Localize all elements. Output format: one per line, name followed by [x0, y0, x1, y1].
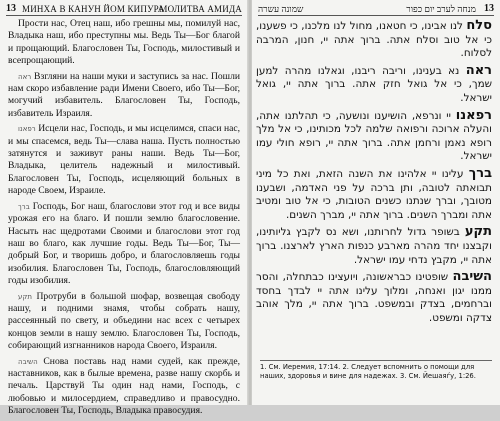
paragraph-text: Прости нас, Отец наш, ибо грешны мы, помилуй нас, Владыка наш, ибо преступны мы. Ведь Ты—Бог благой и прощающий. Благословен Ты, Господь, милостивый и всепрощающий.	[8, 18, 240, 67]
hebrew-opening-word: ראה	[465, 62, 492, 78]
paragraph-text: נא בענינו, וריבה ריבנו, וגאלנו מהרה למען שמך, כי אל גואל חזק אתה. ברוך אתה יי, גואל ישראל.	[256, 64, 492, 104]
right-running-title: מנחה לערב יום כפור	[406, 4, 476, 14]
hebrew-opening-word: רפאנו	[455, 107, 492, 123]
footnote-text: 1. См. Иеремия, 17:14. 2. Следует вспомнить о помощи для наших, здоровья и вине для надежах. 3. См. Йешаяѓу, 1:26.	[260, 363, 476, 380]
right-page	[252, 0, 500, 405]
hebrew-opening-word: השיבה	[452, 269, 492, 285]
hebrew-opening-word: סלח	[466, 18, 492, 33]
hebrew-text	[256, 19, 492, 328]
left-page-number: 13	[6, 3, 16, 14]
russian-paragraph	[8, 291, 240, 353]
paragraph-text: בשופר גדול לחרותנו, ושא נס לקבץ גליותינו, וקבצנו יחד מהרה מארבע כנפות הארץ לארצנו. ברוך אתה יי, מקבץ נדחי עמו ישראל.	[256, 226, 492, 266]
left-running-title: МИНХА В КАНУН ЙОМ КИПУРА	[22, 4, 165, 14]
right-page-number: 13	[484, 3, 494, 14]
paragraph-text: Господь, Бог наш, благослови этот год и все виды урожая его на благо. И пошли землю благословение. Насыть нас щедротами Своими и благослови этот год наш во благо, как лучшие годы. Ведь Ты—Бог, Ты—добрый Бог, и творишь добро, и благословляешь годы изобилия. Благословен Ты, Господь, благословляющий годы изобилия.	[8, 200, 240, 287]
left-page	[0, 0, 248, 417]
right-page-header	[258, 3, 494, 16]
left-page-header	[6, 3, 242, 16]
russian-paragraph	[8, 123, 240, 197]
paragraph-text: לנו אבינו, כי חטאנו, מחול לנו מלכנו, כי פשענו, כי אל טוב וסלח אתה. ברוך אתה יי, חנון, המרבה לסלוח.	[256, 20, 492, 60]
footnotes	[260, 360, 492, 380]
paragraph-text: יי ונרפא, הושיענו ונושעה, כי תהלתנו אתה, והעלה ארוכה ורפואה שלמה לכל מכותינו, כי אל מלך רופא נאמן ורחמן אתה. ברוך אתה יי, רופא חולי עמו ישראל.	[256, 109, 492, 163]
left-running-title-2: МОЛИТВА АМИДА	[159, 4, 242, 14]
hebrew-cue-word: השיבה	[18, 357, 38, 366]
hebrew-cue-word: ברך	[18, 202, 30, 211]
russian-paragraph	[8, 18, 240, 68]
hebrew-opening-word: ברך	[468, 165, 492, 181]
hebrew-paragraph	[256, 225, 492, 267]
russian-text	[8, 18, 240, 421]
russian-paragraph	[8, 71, 240, 121]
hebrew-paragraph	[256, 270, 492, 325]
hebrew-cue-word: ראה	[18, 72, 32, 81]
hebrew-paragraph	[256, 64, 492, 106]
paragraph-text: Протруби в большой шофар, возвещая свободу нашу, и подними знамя, чтобы собрать нашу, рассеянный по свету, и объедини нас всех с четырех концов земли в нашу землю. Благословен Ты, Господь, собирающий изгнанников народа Своего, Израиля.	[8, 290, 240, 352]
paragraph-text: Взгляни на наши муки и заступись за нас. Пошли нам скоро избавление ради Имени Своего, ибо Ты—Бог, могучий избавитель. Благословен Ты, Господь, избавитель Израиля.	[8, 70, 240, 119]
paragraph-text: Исцели нас, Господь, и мы исцелимся, спаси нас, и мы спасемся, ведь Ты—слава наша. Пусть полностью затянутся и заживут раны наши. Ведь Ты—Бог, Владыка, целитель надежный и милостивый. Благословен Ты, Господь, исцеляющий больных в народе Своем, Израиле.	[8, 123, 240, 197]
russian-paragraph	[8, 201, 240, 288]
hebrew-paragraph	[256, 167, 492, 222]
right-running-title-2: שמונה עשרה	[258, 4, 304, 14]
hebrew-cue-word: רפאנו	[18, 125, 36, 134]
paragraph-text: עלינו יי אלהינו את השנה הזאת, ואת כל מיני תבואתה לטובה, ותן ברכה על פני האדמה, ושבענו מטובך, וברך שנתנו כשנים הטובות, כי אל טוב ומטיב אתה ומברך השנים. ברוך אתה יי, מברך השנים.	[256, 167, 492, 221]
hebrew-cue-word: תקע	[18, 292, 32, 301]
russian-paragraph	[8, 356, 240, 418]
hebrew-paragraph	[256, 109, 492, 164]
paragraph-text: שופטינו כבראשונה, ויועצינו כבתחלה, והסר ממנו יגון ואנחה, ומלוך עלינו אתה יי לבדך בחסד וברחמים, בצדק ובמשפט. ברוך אתה יי, מלך אוהב צדקה ומשפט.	[256, 271, 492, 324]
hebrew-opening-word: תקע	[464, 224, 492, 240]
hebrew-paragraph	[256, 19, 492, 61]
paragraph-text: Снова поставь над нами судей, как прежде, наставников, как в былые времена, разве нашу скорбь и печаль. Царствуй Ты один над нами, Господь, с любовью и милосердием, справедливо и правосудно. Благословен Ты, Господь, Владыка правосудия.	[8, 355, 240, 417]
